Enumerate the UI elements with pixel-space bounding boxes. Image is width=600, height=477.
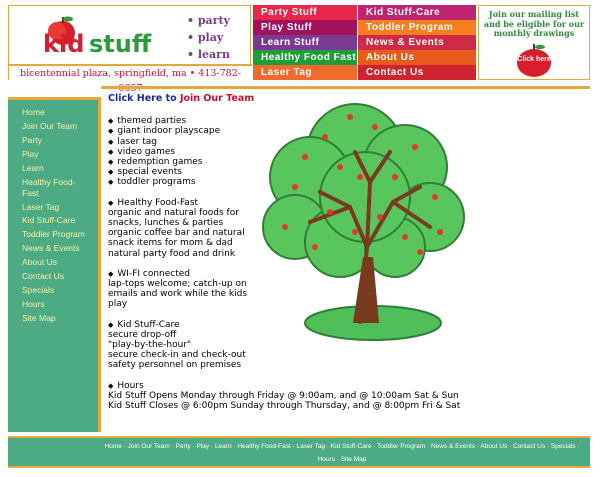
nav-laser-tag[interactable]: Laser Tag xyxy=(253,65,357,80)
nav-about-us[interactable]: About Us xyxy=(358,50,476,65)
mailing-click-here-button[interactable] xyxy=(512,42,556,78)
top-nav-grid xyxy=(253,5,476,80)
sidebar-item-kid-stuff-care[interactable]: Kid Stuff-Care xyxy=(22,215,76,226)
sidebar-item-learn[interactable]: Learn xyxy=(22,162,44,173)
mailing-list-panel xyxy=(478,5,590,80)
sidebar-item-laser-tag[interactable]: Laser Tag xyxy=(22,201,60,212)
care-line: secure drop-off xyxy=(108,329,177,340)
food-line: organic and natural foods for xyxy=(108,207,239,218)
sidebar-item-party[interactable]: Party xyxy=(22,134,42,145)
nav-learn-stuff[interactable]: Learn Stuff xyxy=(253,35,357,50)
footer-links[interactable]: Home · Join Our Team · Party · Play · Learn · Healthy Food-Fast · Laser Tag · Kid Stuff-Care · Toddler Program · News & Events · About Us · Contact Us · Specials · Hours · Site Map xyxy=(104,443,580,463)
nav-news-events[interactable]: News & Events xyxy=(358,35,476,50)
wifi-line: play xyxy=(108,299,128,310)
hours-title: ◆ Hours xyxy=(108,381,488,391)
sidebar-item-healthy-food-fast[interactable]: Healthy Food-Fast xyxy=(22,176,76,198)
address-line: bicentennial plaza, springfield, ma • 413-782- xyxy=(9,64,252,81)
site-header xyxy=(8,5,590,80)
feature-item: ◆ laser tag xyxy=(108,137,488,147)
feature-item: ◆ themed parties xyxy=(108,116,488,126)
hours-line: Kid Stuff Opens Monday through Friday @ 9:00am, and @ 10:00am Sat & Sun xyxy=(108,390,459,401)
wifi-title: ◆ WI-FI connected xyxy=(108,269,488,279)
food-title: ◆ Healthy Food-Fast xyxy=(108,198,488,208)
sidebar-item-home[interactable]: Home xyxy=(22,107,45,117)
care-section xyxy=(108,320,488,371)
sidebar-item-specials[interactable]: Specials xyxy=(22,284,55,295)
footer-nav xyxy=(8,436,590,468)
nav-toddler-program[interactable]: Toddler Program xyxy=(358,20,476,35)
sidebar-item-about-us[interactable]: About Us xyxy=(22,257,57,268)
tagline-learn: • learn xyxy=(187,48,230,61)
tagline-play: • play xyxy=(187,31,224,44)
logo-kid-text: kid xyxy=(43,30,85,58)
feature-item: ◆ redemption games xyxy=(108,157,488,167)
sidebar-item-site-map[interactable]: Site Map xyxy=(22,312,56,323)
sidebar-nav xyxy=(8,97,101,432)
tagline-party: • party xyxy=(187,14,230,27)
header-divider xyxy=(101,86,590,89)
nav-kid-stuff-care[interactable]: Kid Stuff-Care xyxy=(358,5,476,20)
care-line: safety personnel on premises xyxy=(108,360,242,371)
join-team-prefix: Click Here to xyxy=(108,93,177,104)
feature-item: ◆ video games xyxy=(108,147,488,157)
wifi-line: emails and work while the kids xyxy=(108,289,248,300)
sidebar-item-hours[interactable]: Hours xyxy=(22,298,45,309)
care-line: secure check-in and check-out xyxy=(108,350,246,361)
food-line: natural party food and drink xyxy=(108,248,236,259)
kidstuff-logo[interactable] xyxy=(37,12,167,62)
food-line: organic coffee bar and natural xyxy=(108,228,245,239)
nav-healthy-food-fast[interactable]: Healthy Food Fast xyxy=(253,50,357,65)
features-list xyxy=(108,116,488,187)
food-line: snacks, lunches & parties xyxy=(108,218,224,229)
wifi-line: lap-tops welcome; catch-up on xyxy=(108,279,247,290)
tagline-list xyxy=(187,12,230,63)
sidebar-item-contact-us[interactable]: Contact Us xyxy=(22,271,65,282)
click-here-label: Click here xyxy=(517,55,551,63)
care-line: "play-by-the-hour" xyxy=(108,340,192,351)
hours-section xyxy=(108,381,488,412)
feature-item: ◆ giant indoor playscape xyxy=(108,126,488,136)
sidebar-item-news-events[interactable]: News & Events xyxy=(22,243,80,254)
main-content xyxy=(108,94,488,421)
sidebar-item-play[interactable]: Play xyxy=(22,148,39,159)
food-line: snack items for mom & dad xyxy=(108,238,233,249)
sidebar-item-join-our-team[interactable]: Join Our Team xyxy=(22,120,78,131)
mailing-list-text: Join our mailing list and be eligible for our monthly drawings xyxy=(483,9,585,38)
nav-party-stuff[interactable]: Party Stuff xyxy=(253,5,357,20)
nav-play-stuff[interactable]: Play Stuff xyxy=(253,20,357,35)
logo-panel xyxy=(8,5,251,80)
nav-contact-us[interactable]: Contact Us xyxy=(358,65,476,80)
feature-item: ◆ toddler programs xyxy=(108,177,488,187)
sidebar-item-toddler-program[interactable]: Toddler Program xyxy=(22,229,85,240)
wifi-section xyxy=(108,269,488,310)
food-section xyxy=(108,198,488,259)
join-team-link[interactable] xyxy=(108,94,488,104)
logo-stuff-text: stuff xyxy=(89,30,152,58)
join-team-suffix: Join Our Team xyxy=(179,93,255,104)
feature-item: ◆ special events xyxy=(108,167,488,177)
hours-line: Kid Stuff Closes @ 6:00pm Sunday through Thursday, and @ 8:00pm Fri & Sat xyxy=(108,401,461,412)
care-title: ◆ Kid Stuff-Care xyxy=(108,320,488,330)
